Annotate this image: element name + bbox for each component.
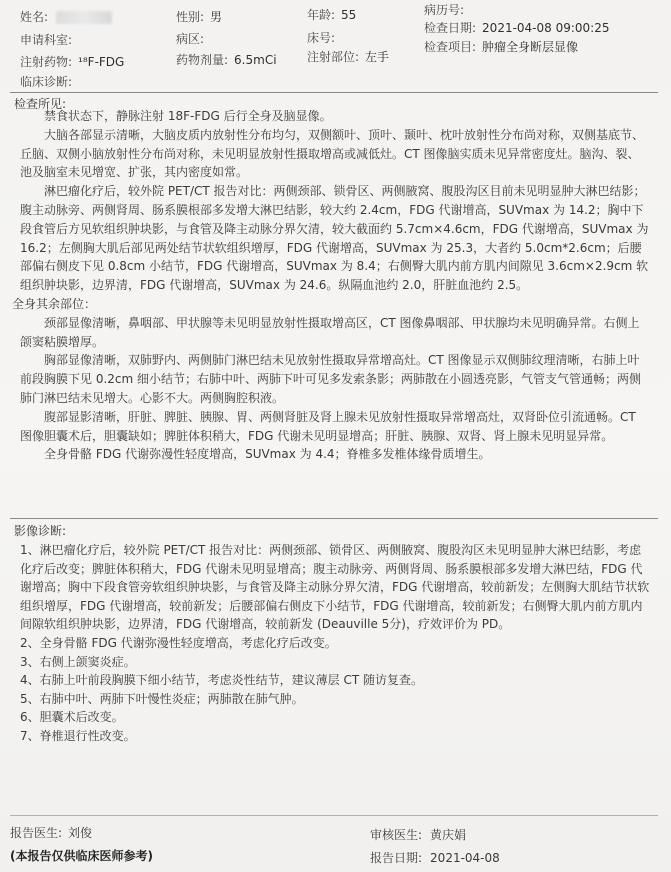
exam-date-field [424, 21, 610, 35]
reporter-label: 报告医生: [10, 826, 63, 840]
dose-field [176, 53, 277, 67]
patient-name-field [20, 10, 112, 24]
findings-title: 检查所见: [14, 97, 67, 111]
diagnosis-list [20, 541, 650, 746]
reporter-field [10, 826, 92, 840]
diagnosis-title: 影像诊断: [14, 524, 67, 538]
drug-field [20, 55, 124, 69]
diagnosis-item: 5、右肺中叶、两肺下叶慢性炎症；两肺散在肺气肿。 [20, 691, 304, 706]
report-date-label: 报告日期: [370, 851, 423, 865]
diagnosis-item: 2、全身骨骼 FDG 代谢弥漫性轻度增高，考虑化疗后改变。 [20, 635, 337, 650]
exam-item-field [424, 40, 578, 54]
exam-item-value: 肿瘤全身断层显像 [482, 40, 579, 54]
ward-label: 病区: [176, 32, 205, 46]
site-label: 注射部位: [307, 50, 360, 64]
findings-body [12, 107, 650, 464]
findings-p5: 胸部显像清晰，双肺野内、两侧肺门淋巴结未见放射性摄取异常增高灶。CT 图像显示双侧肺纹理清晰，右肺上叶前段胸膜下见 0.2cm 细小结节；右肺中叶、两肺下叶可见多发索条影；两肺散在小圆透亮影，气管支气管通畅；两侧肺门淋巴结未见增大。心影不大。两侧胸腔积液。 [20, 353, 642, 405]
bed-field [307, 31, 335, 45]
record-label: 病历号: [424, 3, 465, 17]
diagnosis-item: 7、脊椎退行性改变。 [20, 728, 136, 743]
gender-label: 性别: [176, 10, 205, 24]
findings-divider [10, 518, 658, 519]
header-divider [10, 92, 658, 93]
exam-date-value: 2021-04-08 09:00:25 [482, 21, 610, 35]
findings-p3: 淋巴瘤化疗后，较外院 PET/CT 报告对比：两侧颈部、锁骨区、两侧腋窝、腹股沟区目前未见明显肿大淋巴结影；腹主动脉旁、两侧肾周、肠系膜根部多发增大淋巴结影，较大约 2.4cm，FDG 代谢增高，SUVmax 为 14.2；胸中下段食管后方见软组织肿块影，与食管及降主动脉分界欠清，较大截面约 5.7cm×4.6cm，FDG 代谢增高，SUVmax 为 16.2；左侧胸大肌后部见两处结节状软组织增厚，FDG 代谢增高，SUVmax 为 25.3，大者约 5.0cm*2.6cm；后腰部偏右侧皮下见 0.8cm 小结节，FDG 代谢增高，SUVmax 为 8.4；右侧臀大肌内前方肌内间隙见 3.6cm×2.9cm 软组织肿块影，边界清，FDG 代谢增高，SUVmax 为 24.6。纵隔血池约 2.0，肝脏血池约 2.5。 [20, 184, 649, 293]
age-label: 年龄: [307, 8, 336, 22]
gender-field [176, 10, 222, 24]
diagnosis-item: 3、右侧上颌窦炎症。 [20, 654, 136, 669]
disclaimer-text: (本报告仅供临床医师参考) [10, 849, 153, 863]
diagnosis-item: 4、右肺上叶前段胸膜下细小结节，考虑炎性结节，建议薄层 CT 随访复查。 [20, 673, 423, 688]
reviewer-label: 审核医生: [370, 828, 423, 842]
dept-label: 申请科室: [20, 33, 73, 47]
findings-p2: 大脑各部显示清晰，大脑皮质内放射性分布均匀，双侧额叶、顶叶、颞叶、枕叶放射性分布尚对称，双侧基底节、丘脑、双侧小脑放射性分布尚对称，未见明显放射性摄取增高或减低灶。CT 图像脑实质未见异常密度灶。脑沟、裂、池及脑室未见增宽、扩张，其内密度如常。 [20, 127, 645, 180]
footer-divider [10, 815, 658, 816]
findings-p4: 颈部显像清晰，鼻咽部、甲状腺等未见明显放射性摄取增高区，CT 图像鼻咽部、甲状腺均未见明确异常。右侧上颌窦粘膜增厚。 [20, 315, 640, 349]
drug-label: 注射药物: [20, 55, 73, 69]
ward-field [176, 32, 204, 46]
findings-p6: 腹部显影清晰，肝脏、脾脏、胰腺、胃、两侧肾脏及肾上腺未见放射性摄取异常增高灶，双肾卧位引流通畅。CT 图像胆囊术后，胆囊缺如；脾脏体积稍大，FDG 代谢未见明显增高；肝脏、胰腺、双肾、肾上腺未见明显异常。 [20, 409, 636, 443]
drug-value: ¹⁸F-FDG [78, 55, 125, 69]
reviewer-value: 黄庆娟 [430, 828, 467, 842]
name-label: 姓名: [20, 10, 49, 24]
exam-item-label: 检查项目: [424, 40, 477, 54]
reviewer-field [370, 828, 466, 842]
site-field [307, 50, 389, 64]
record-no-field [424, 3, 464, 17]
findings-p7: 全身骨骼 FDG 代谢弥漫性轻度增高，SUVmax 为 4.4；脊椎多发椎体缘骨质增生。 [44, 447, 491, 462]
age-field [307, 8, 356, 22]
age-value: 55 [341, 8, 357, 22]
site-value: 左手 [365, 50, 390, 64]
findings-subtitle: 全身其余部位： [12, 296, 97, 311]
dept-field [20, 33, 72, 47]
diagnosis-item: 1、淋巴瘤化疗后，较外院 PET/CT 报告对比：两侧颈部、锁骨区、两侧腋窝、腹股沟区未见明显肿大淋巴结影，考虑化疗后改变；脾脏体积稍大，FDG 代谢未见明显增高；腹主动脉旁、两侧肾周、肠系膜根部多发增大淋巴结，FDG 代谢增高；胸中下段食管旁软组织肿块影，与食管及降主动脉分界欠清，FDG 代谢增高，较前新发；左侧胸大肌结节状软组织增厚，FDG 代谢增高，较前新发；后腰部偏右侧皮下小结节，FDG 代谢增高，较前新发；右侧臀大肌内前方肌内间隙软组织肿块影，边界清，FDG 代谢增高，较前新发 (Deauville 5分)，疗效评价为 PD。 [20, 543, 650, 632]
bed-label: 床号: [307, 31, 336, 45]
gender-value: 男 [210, 10, 223, 24]
dose-value: 6.5mCi [234, 53, 277, 67]
report-date-field [370, 851, 500, 865]
clinical-diagnosis-field [20, 75, 72, 89]
redacted-name [56, 11, 112, 24]
reporter-value: 刘俊 [68, 826, 93, 840]
diagnosis-item: 6、胆囊术后改变。 [20, 710, 124, 725]
exam-date-label: 检查日期: [424, 21, 477, 35]
dose-label: 药物剂量: [176, 53, 229, 67]
report-date-value: 2021-04-08 [430, 851, 500, 865]
findings-p1: 禁食状态下，静脉注射 18F-FDG 后行全身及脑显像。 [44, 109, 332, 123]
clinical-label: 临床诊断: [20, 75, 73, 89]
